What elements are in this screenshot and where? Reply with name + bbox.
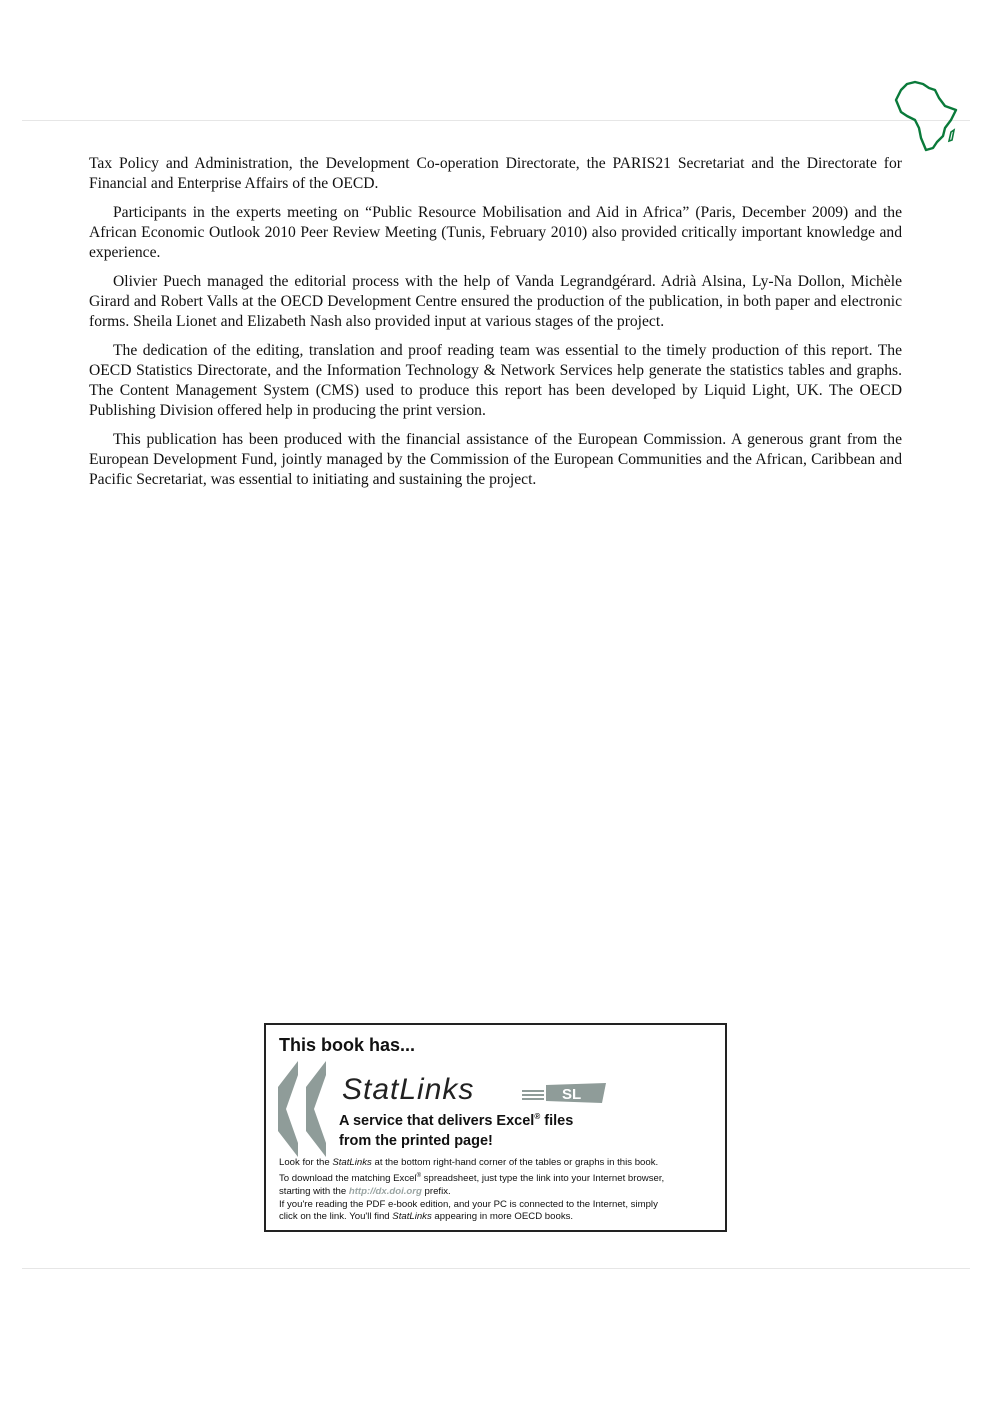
- statlinks-box: [264, 1023, 727, 1232]
- paragraph: Tax Policy and Administration, the Development Co-operation Directorate, the PARIS21 Secretariat and the Directorate for Financial and Enterprise Affairs of the OECD.: [89, 155, 902, 192]
- footer-rule: [22, 1268, 970, 1269]
- box-title: This book has...: [279, 1035, 416, 1055]
- africa-map-icon: [893, 80, 963, 152]
- header-rule: [22, 120, 970, 121]
- statlinks-logo: StatLinks: [342, 1073, 475, 1106]
- paragraph: Olivier Puech managed the editorial process with the help of Vanda Legrandgérard. Adrià Alsina, Ly-Na Dollon, Michèle Girard and Robert Valls at the OECD Development Centre ensured the production of the publication, in both paper and electronic forms. Sheila Lionet and Elizabeth Nash also provided input at various stages of the project.: [89, 273, 902, 330]
- svg-text:SL: SL: [562, 1086, 582, 1103]
- paragraph: This publication has been produced with the financial assistance of the European Commission. A generous grant from the European Development Fund, jointly managed by the Commission of the European Communities and the African, Caribbean and Pacific Secretariat, was essential to initiating and sustaining the project.: [89, 431, 902, 488]
- tagline: A service that delivers Excel® files from the printed page!: [339, 1112, 574, 1149]
- paragraph: Participants in the experts meeting on “Public Resource Mobilisation and Aid in Africa” (Paris, December 2009) and the African Economic Outlook 2010 Peer Review Meeting (Tunis, February 2010) also provided critically important knowledge and experience.: [89, 204, 902, 261]
- statlinks-mark-icon: [522, 1081, 606, 1103]
- doi-link[interactable]: http://dx.doi.org: [348, 1185, 422, 1197]
- paragraph: The dedication of the editing, translation and proof reading team was essential to the timely production of this report. The OECD Statistics Directorate, and the Information Technology & Network Services help generate the statistics tables and graphs. The Content Management System (CMS) used to produce this report has been developed by Liquid Light, UK. The OECD Publishing Division offered help in producing the print version.: [89, 342, 902, 419]
- oecd-chevrons-logo-icon: [278, 1061, 330, 1157]
- statlinks-instructions: Look for the StatLinks at the bottom right-hand corner of the tables or graphs in this book. To download the matching Excel® spreadsheet, just type the link into your Internet browser, starting with the http://dx.doi.org prefix. If you're reading the PDF e-book edition, and your PC is connected to the Internet, simply click on the link. You'll find StatLinks appearing in more OECD books.: [279, 1157, 665, 1223]
- body-text: [89, 154, 902, 499]
